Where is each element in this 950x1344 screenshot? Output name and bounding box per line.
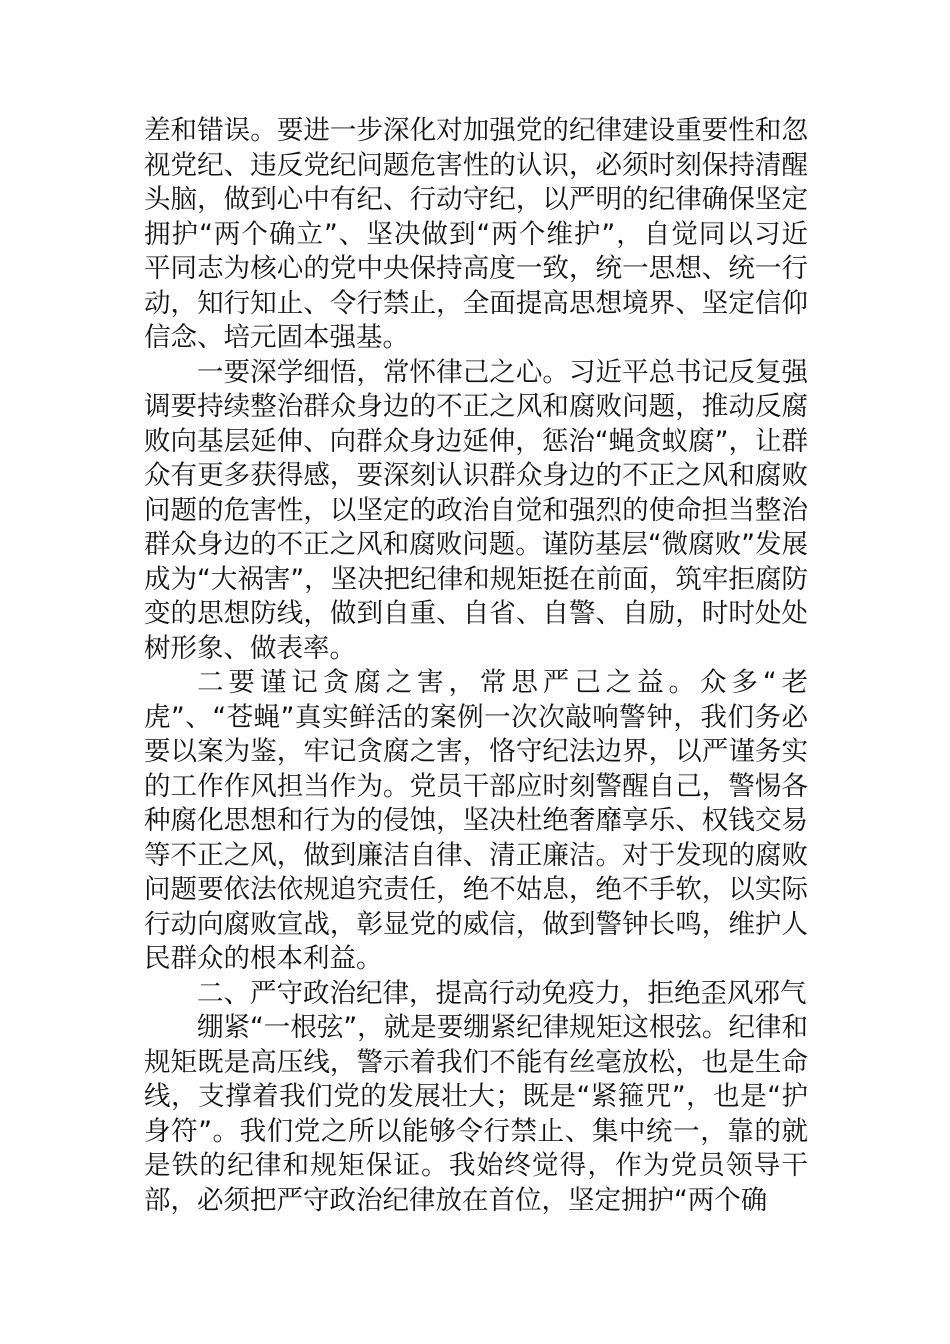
paragraph-corruption-harm: 二要谨记贪腐之害，常思严己之益。众多“老虎”、“苍蝇”真实鲜活的案例一次次敲响警钟，我们务必要以案为鉴，牢记贪腐之害，恪守纪法边界，以严谨务实的工作作风担当作为。党员干部应时刻警醒自己，警惕各种腐化思想和行为的侵蚀，坚决杜绝奢靡享乐、权钱交易等不正之风，做到廉洁自律、清正廉洁。对于发现的腐败问题要依法依规追究责任，绝不姑息，绝不手软，以实际行动向腐败宣战，彰显党的威信，做到警钟长鸣，维护人民群众的根本利益。 (144, 667, 808, 974)
paragraph-discipline-string: 绷紧“一根弦”，就是要绷紧纪律规矩这根弦。纪律和规矩既是高压线，警示着我们不能有丝毫放松，也是生命线，支撑着我们党的发展壮大；既是“紧箍咒”，也是“护身符”。我们党之所以能够令行禁止、集中统一，靠的就是铁的纪律和规矩保证。我始终觉得，作为党员领导干部，必须把严守政治纪律放在首位，坚定拥护“两个确 (144, 1012, 808, 1216)
paragraph-self-discipline: 一要深学细悟，常怀律己之心。习近平总书记反复强调要持续整治群众身边的不正之风和腐败问题，推动反腐败向基层延伸、向群众身边延伸，惩治“蝇贪蚁腐”，让群众有更多获得感，要深刻认识群众身边的不正之风和腐败问题的危害性，以坚定的政治自觉和强烈的使命担当整治群众身边的不正之风和腐败问题。谨防基层“微腐败”发展成为“大祸害”，坚决把纪律和规矩挺在前面，筑牢拒腐防变的思想防线，做到自重、自省、自警、自励，时时处处树形象、做表率。 (144, 356, 808, 664)
paragraph-continuation: 差和错误。要进一步深化对加强党的纪律建设重要性和忽视党纪、违反党纪问题危害性的认识，必须时刻保持清醒头脑，做到心中有纪、行动守纪，以严明的纪律确保坚定拥护“两个确立”、坚决做到“两个维护”，自觉同以习近平同志为核心的党中央保持高度一致，统一思想、统一行动，知行知止、令行禁止，全面提高思想境界、坚定信仰信念、培元固本强基。 (144, 115, 808, 353)
section-heading: 二、严守政治纪律，提高行动免疫力，拒绝歪风邪气 (197, 977, 807, 1009)
document-body (144, 114, 808, 1218)
